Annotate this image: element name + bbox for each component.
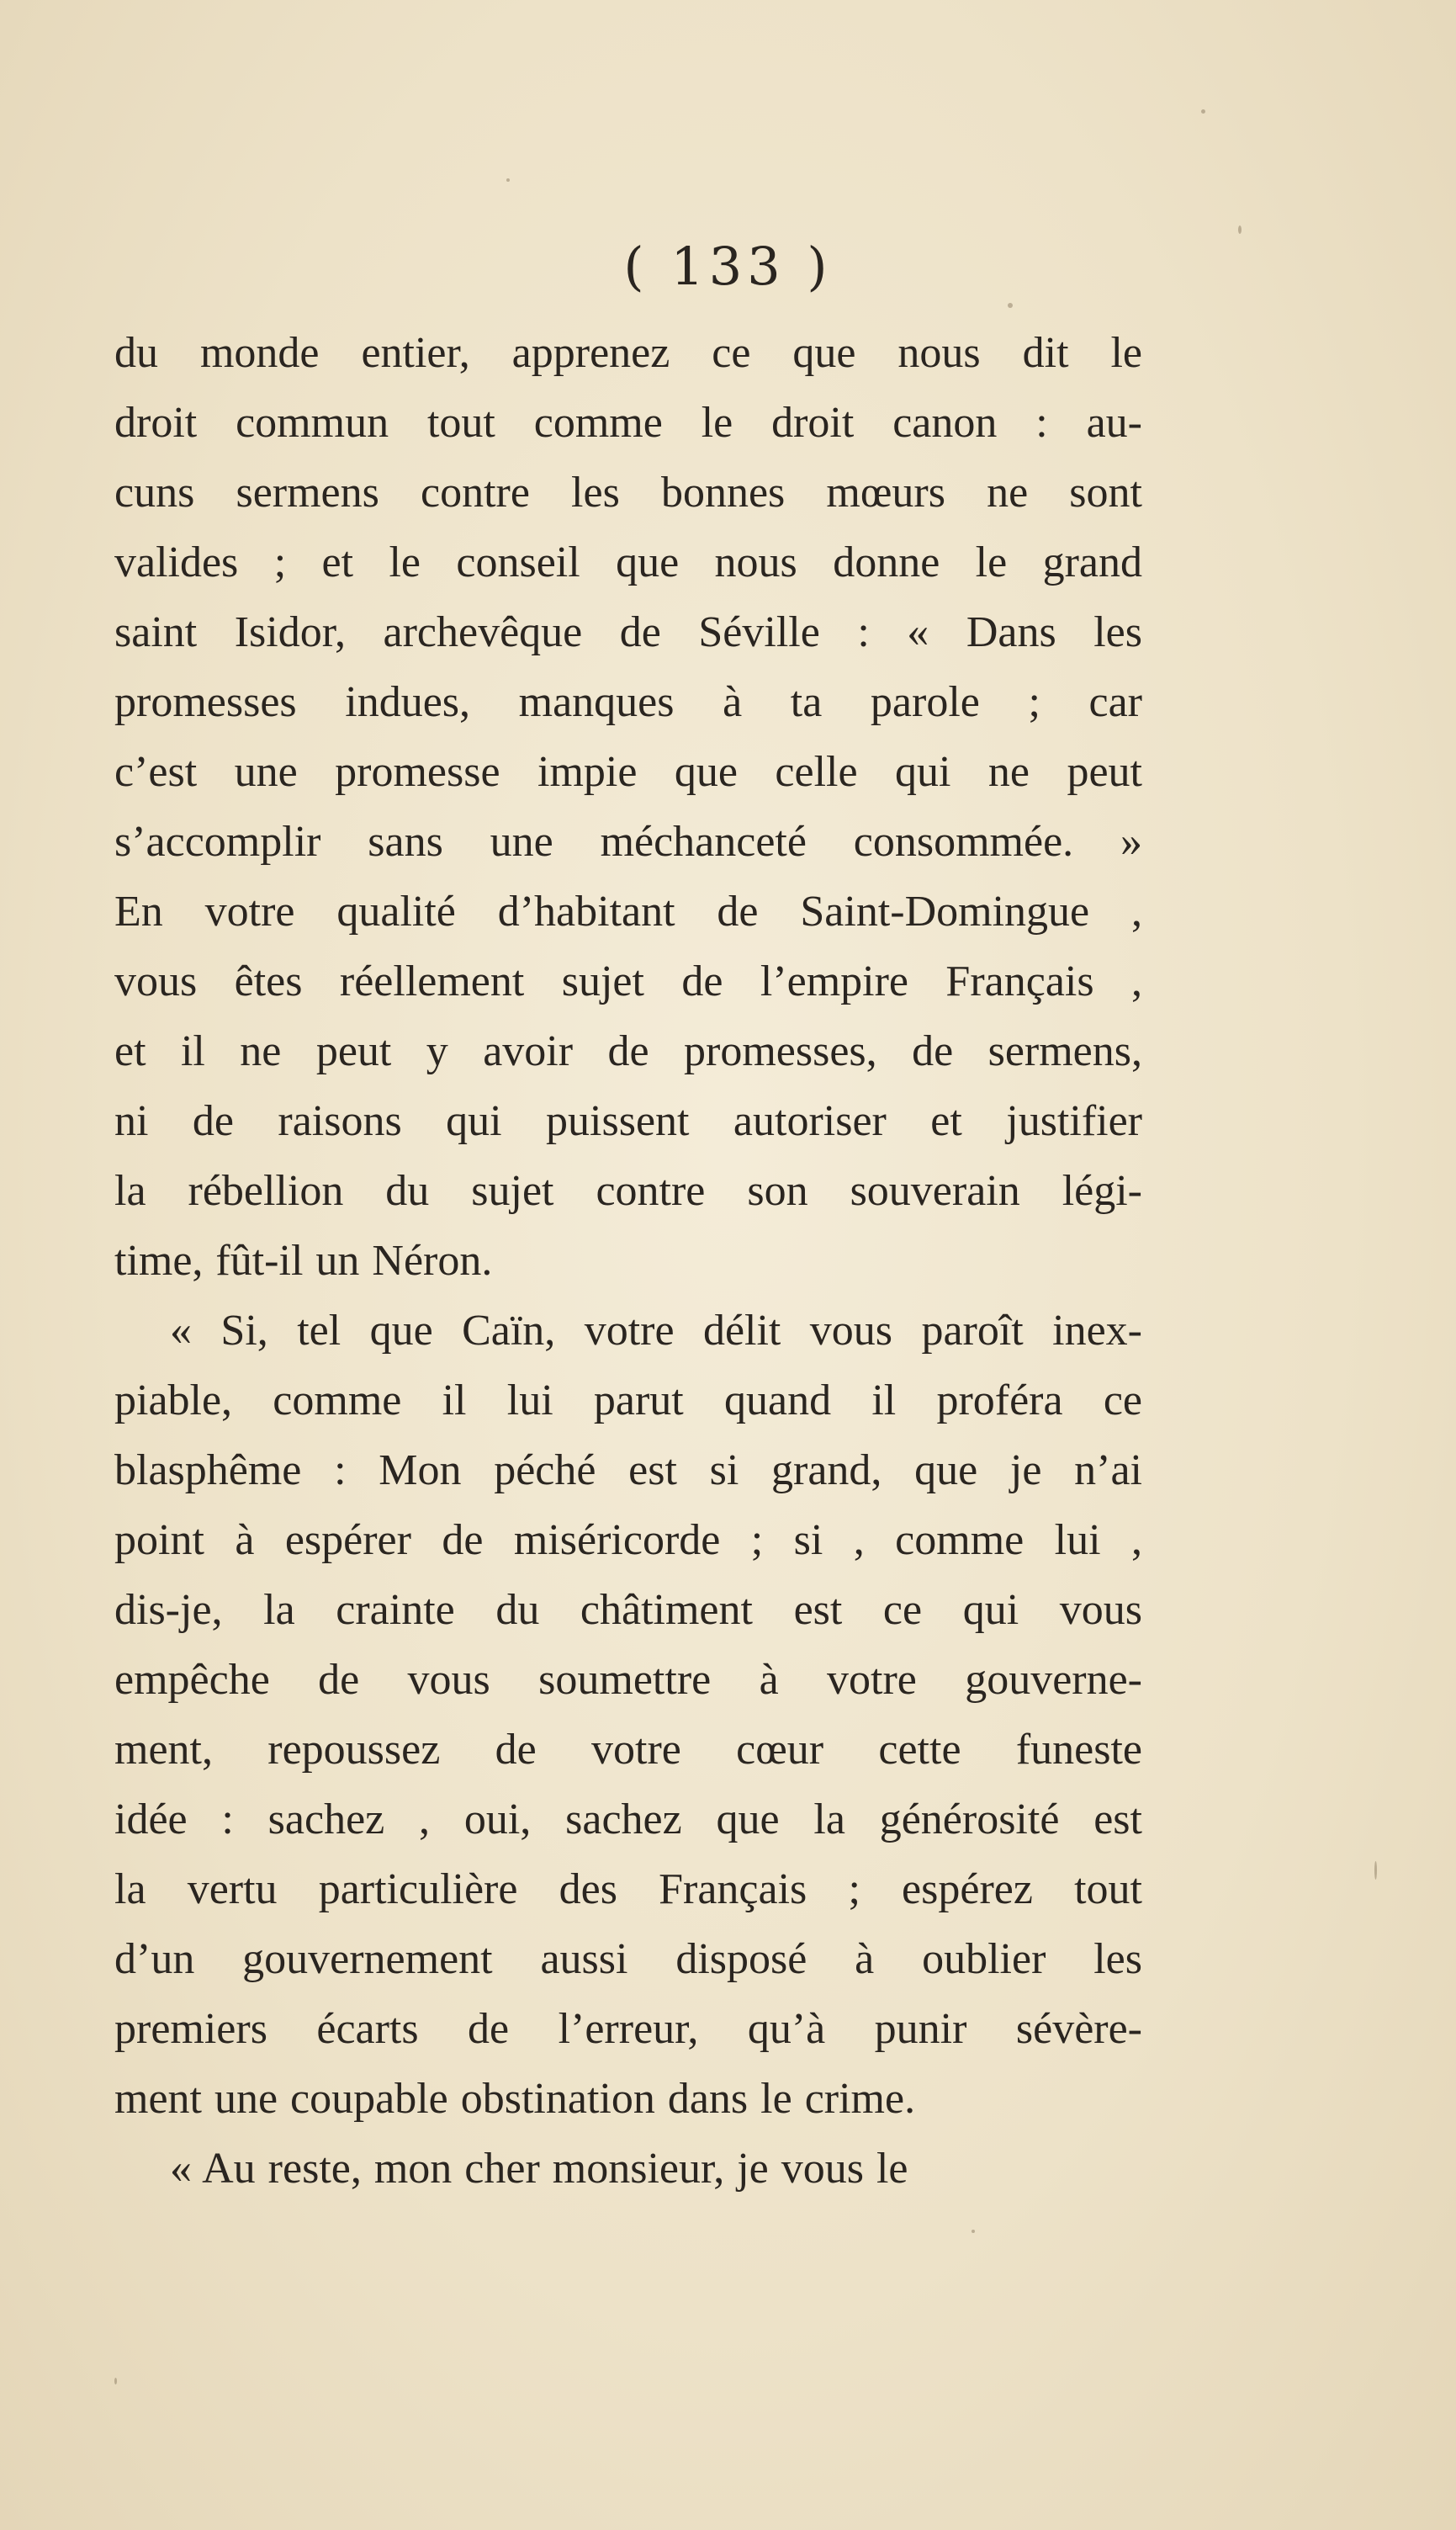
text-line: d’un gouvernement aussi disposé à oublier les: [114, 1935, 1142, 1983]
text-line: c’est une promesse impie que celle qui ne peut: [114, 748, 1142, 796]
text-line: ment, repoussez de votre cœur cette funeste: [114, 1726, 1142, 1774]
text-line: et il ne peut y avoir de promesses, de sermens,: [114, 1027, 1142, 1075]
text-line: blasphême : Mon péché est si grand, que je n’ai: [114, 1446, 1142, 1494]
paper-speck: [1374, 1861, 1377, 1880]
text-line: point à espérer de miséricorde ; si , comme lui ,: [114, 1516, 1142, 1564]
paragraph-start-line: « Au reste, mon cher monsieur, je vous le: [170, 2145, 908, 2193]
paper-speck: [1201, 109, 1205, 114]
body-text: [114, 318, 1142, 2204]
paper-speck: [1238, 225, 1242, 234]
text-line: ni de raisons qui puissent autoriser et justifier: [114, 1097, 1142, 1145]
text-line: promesses indues, manques à ta parole ; car: [114, 678, 1142, 726]
paper-speck: [114, 2378, 117, 2384]
paper-speck: [972, 2230, 975, 2233]
text-line: la rébellion du sujet contre son souverain légi-: [114, 1167, 1142, 1215]
paragraph-start-line: « Si, tel que Caïn, votre délit vous paroît inex-: [170, 1307, 1142, 1355]
text-line: s’accomplir sans une méchanceté consommée. »: [114, 818, 1142, 866]
text-line: piable, comme il lui parut quand il proféra ce: [114, 1376, 1142, 1424]
text-line: En votre qualité d’habitant de Saint-Domingue ,: [114, 888, 1142, 936]
text-line: droit commun tout comme le droit canon : au-: [114, 399, 1142, 447]
text-line: du monde entier, apprenez ce que nous dit le: [114, 329, 1142, 377]
text-line: premiers écarts de l’erreur, qu’à punir sévère-: [114, 2005, 1142, 2053]
text-line: saint Isidor, archevêque de Séville : « Dans les: [114, 608, 1142, 656]
text-line: cuns sermens contre les bonnes mœurs ne sont: [114, 469, 1142, 517]
paragraph-end-line: time, fût-il un Néron.: [114, 1237, 493, 1285]
text-line: dis-je, la crainte du châtiment est ce qui vous: [114, 1586, 1142, 1634]
text-line: la vertu particulière des Français ; espérez tout: [114, 1865, 1142, 1913]
text-line: idée : sachez , oui, sachez que la générosité est: [114, 1795, 1142, 1843]
paragraph-end-line: ment une coupable obstination dans le crime.: [114, 2075, 916, 2123]
paper-speck: [506, 178, 510, 182]
page-number: ( 133 ): [623, 236, 833, 297]
paper-speck: [1008, 303, 1013, 308]
text-line: vous êtes réellement sujet de l’empire Français ,: [114, 957, 1142, 1005]
text-line: empêche de vous soumettre à votre gouverne-: [114, 1656, 1142, 1704]
text-line: valides ; et le conseil que nous donne le grand: [114, 538, 1142, 586]
